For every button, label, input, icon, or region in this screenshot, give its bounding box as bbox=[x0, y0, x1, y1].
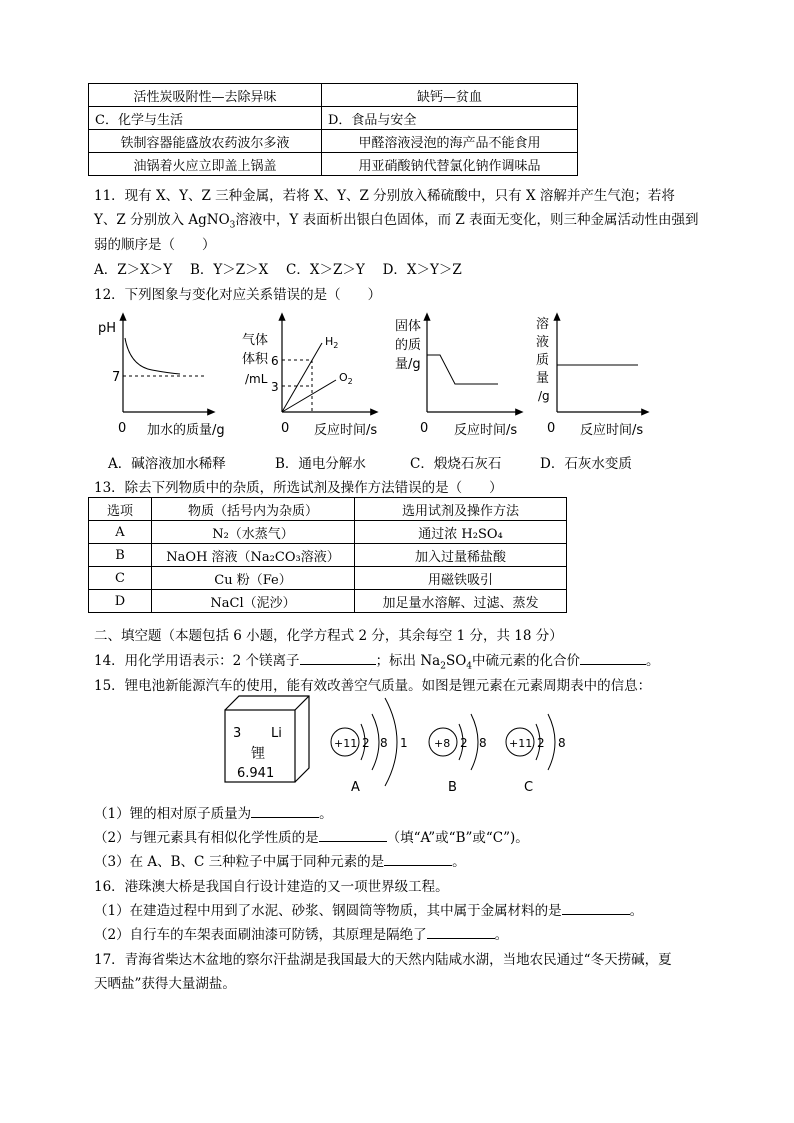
q15-s2-end: （填“A”或“B”或“C”)。 bbox=[386, 830, 529, 846]
graph-b-h2-sub: 2 bbox=[333, 341, 339, 350]
q15-s2 bbox=[94, 826, 529, 846]
graph-caption-d: D．石灰水变质 bbox=[540, 456, 632, 472]
particle-a-charge: +11 bbox=[334, 737, 358, 750]
graph-b-ylabel1: 气体 bbox=[242, 333, 269, 348]
table-header: 物质（括号内为杂质） bbox=[152, 498, 355, 521]
q16-s2-text: （2）自行车的车架表面刷油漆可防锈，其原理是隔绝了 bbox=[94, 927, 427, 943]
q16-s2-end: 。 bbox=[494, 927, 509, 943]
element-symbol: Li bbox=[271, 726, 282, 741]
table-row bbox=[89, 567, 567, 590]
table-cell: 用磁铁吸引 bbox=[355, 567, 567, 590]
q12-stem: 12．下列图象与变化对应关系错误的是（ ） bbox=[94, 287, 382, 303]
graph-d-ylabel2: 液 bbox=[536, 335, 550, 350]
q15-s3 bbox=[94, 850, 466, 870]
table-row bbox=[89, 521, 567, 544]
q11-line3: 弱的顺序是（ ） bbox=[94, 237, 216, 253]
graph-b-tick6: 6 bbox=[271, 354, 279, 368]
particle-a bbox=[331, 698, 408, 795]
graph-b-o2-label: O bbox=[339, 371, 348, 384]
graph-d-ylabel4: 量 bbox=[536, 371, 550, 386]
graph-a-curve bbox=[125, 338, 180, 374]
q15-figures bbox=[215, 690, 600, 800]
graph-b-ylabel2: 体积 bbox=[242, 352, 269, 367]
q16-s1-text: （1）在建造过程中用到了水泥、砂浆、钢圆筒等物质，其中属于金属材料的是 bbox=[94, 903, 562, 919]
q15-stem: 15．锂电池新能源汽车的使用，能有效改善空气质量。如图是锂元素在元素周期表中的信息： bbox=[94, 678, 652, 694]
element-name: 锂 bbox=[251, 746, 265, 762]
table-header: 选用试剂及操作方法 bbox=[355, 498, 567, 521]
table-cell: 活性炭吸附性—去除异味 bbox=[89, 84, 322, 107]
table-cell: 缺钙—贫血 bbox=[322, 84, 578, 107]
q14-a: 14．用化学用语表示：2 个镁离子 bbox=[94, 653, 300, 669]
element-number: 3 bbox=[233, 726, 242, 741]
q15-s1-text: （1）锂的相对原子质量为 bbox=[94, 806, 252, 822]
q15-blank-3[interactable] bbox=[384, 864, 452, 866]
particle-a-e3: 1 bbox=[400, 736, 408, 750]
graph-c-curve bbox=[427, 355, 498, 384]
graph-b-o2 bbox=[339, 371, 353, 386]
table-cell: 甲醛溶液浸泡的海产品不能食用 bbox=[322, 130, 578, 153]
q14-f: 中硫元素的化合价 bbox=[472, 653, 581, 669]
table-cell: NaOH 溶液（Na₂CO₃溶液） bbox=[152, 544, 355, 567]
graph-c bbox=[395, 316, 520, 438]
graph-b-h2-line bbox=[282, 343, 322, 412]
table-cell: 加入过量稀盐酸 bbox=[355, 544, 567, 567]
graph-b-xlabel: 反应时间/s bbox=[314, 423, 378, 438]
table-cell: NaCl（泥沙） bbox=[152, 590, 355, 613]
particle-c-shell-2 bbox=[548, 714, 555, 770]
q11-options: A．Z＞X＞Y B．Y＞Z＞X C．X＞Z＞Y D．X＞Y＞Z bbox=[94, 262, 462, 278]
q15-blank-2[interactable] bbox=[319, 840, 387, 842]
graph-caption-a: A．碱溶液加水稀释 bbox=[108, 456, 226, 472]
q11-line1: 11．现有 X、Y、Z 三种金属，若将 X、Y、Z 分别放入稀硫酸中，只有 X 溶解并产生气泡；若将 bbox=[94, 188, 675, 204]
table-cell: C．化学与生活 bbox=[89, 107, 322, 130]
section-2-heading: 二、填空题（本题包括 6 小题，化学方程式 2 分，其余每空 1 分，共 18 分） bbox=[94, 628, 563, 644]
graph-b-h2 bbox=[325, 335, 338, 350]
table-cell: C bbox=[89, 567, 152, 590]
graph-c-ylabel2: 的质 bbox=[395, 338, 422, 353]
particle-a-shell-2 bbox=[372, 714, 379, 770]
particle-c-label: C bbox=[524, 780, 534, 795]
q14-blank-1[interactable] bbox=[300, 663, 376, 665]
table-cell: Cu 粉（Fe） bbox=[152, 567, 355, 590]
particle-b bbox=[429, 714, 487, 795]
graph-a-origin: 0 bbox=[118, 421, 127, 436]
q15-s3-end: 。 bbox=[452, 854, 466, 870]
q16-s1-end: 。 bbox=[629, 903, 644, 919]
element-mass: 6.941 bbox=[237, 766, 275, 781]
table-cell: N₂（水蒸气） bbox=[152, 521, 355, 544]
graph-d-xlabel: 反应时间/s bbox=[580, 423, 644, 438]
q16-stem: 16．港珠澳大桥是我国自行设计建造的又一项世界级工程。 bbox=[94, 879, 449, 895]
table-cell: 加足量水溶解、过滤、蒸发 bbox=[355, 590, 567, 613]
particle-c-e2: 8 bbox=[558, 736, 566, 750]
table-row bbox=[89, 544, 567, 567]
q16-s2 bbox=[94, 923, 508, 943]
q14-e: 4 bbox=[466, 661, 473, 672]
graph-c-origin: 0 bbox=[420, 421, 429, 436]
q15-s1-end: 。 bbox=[319, 806, 333, 822]
particle-b-label: B bbox=[448, 780, 457, 795]
particle-a-label: A bbox=[351, 780, 360, 795]
table-header: 选项 bbox=[89, 498, 152, 521]
graph-c-xlabel: 反应时间/s bbox=[454, 423, 518, 438]
graph-d-ylabel1: 溶 bbox=[536, 317, 550, 332]
q16-s1 bbox=[94, 899, 643, 919]
graph-b-origin: 0 bbox=[281, 421, 290, 436]
q14-b: ；标出 Na bbox=[375, 653, 441, 669]
q14-c: 2 bbox=[440, 661, 446, 672]
graph-caption-c: C．煅烧石灰石 bbox=[410, 456, 502, 472]
table-cell: D bbox=[89, 590, 152, 613]
table-cell: 铁制容器能盛放农药波尔多液 bbox=[89, 130, 322, 153]
particle-b-charge: +8 bbox=[434, 737, 451, 750]
graph-d-ylabel5: /g bbox=[538, 389, 550, 403]
particle-b-e2: 8 bbox=[479, 736, 487, 750]
q17-line1: 17．青海省柴达木盆地的察尔汗盐湖是我国最大的天然内陆咸水湖，当地农民通过“冬天捞碱，夏 bbox=[94, 952, 672, 968]
graph-a-ref: 7 bbox=[112, 370, 121, 385]
particle-c-charge: +11 bbox=[509, 737, 533, 750]
table-cell: 油锅着火应立即盖上锅盖 bbox=[89, 153, 322, 176]
particle-c bbox=[506, 714, 566, 795]
top-table bbox=[88, 83, 578, 176]
graph-c-ylabel1: 固体 bbox=[395, 319, 422, 334]
q12-graphs bbox=[90, 310, 690, 445]
q14-g: 。 bbox=[646, 653, 660, 669]
particle-b-shell-2 bbox=[471, 714, 478, 770]
particle-a-e1: 2 bbox=[362, 736, 370, 750]
q13-stem: 13．除去下列物质中的杂质，所选试剂及操作方法错误的是（ ） bbox=[94, 480, 503, 496]
q11-sub: 3 bbox=[229, 220, 236, 231]
q15-s2-text: （2）与锂元素具有相似化学性质的是 bbox=[94, 830, 319, 846]
element-cell bbox=[225, 696, 309, 782]
q11-line2 bbox=[94, 208, 699, 231]
graph-c-ylabel3: 量/g bbox=[395, 357, 421, 372]
graph-d bbox=[536, 316, 646, 438]
table-cell: D．食品与安全 bbox=[322, 107, 578, 130]
q15-s3-text: （3）在 A、B、C 三种粒子中属于同种元素的是 bbox=[94, 854, 385, 870]
table-cell: B bbox=[89, 544, 152, 567]
graph-caption-b: B．通电分解水 bbox=[275, 456, 366, 472]
graph-a bbox=[98, 316, 225, 438]
graph-a-ylabel: pH bbox=[98, 321, 117, 336]
table-row bbox=[89, 590, 567, 613]
q11-line2a: Y、Z 分别放入 AgNO bbox=[94, 212, 230, 228]
graph-b-h2-label: H bbox=[325, 335, 334, 348]
q15-s1 bbox=[94, 802, 333, 822]
table-cell: 通过浓 H₂SO₄ bbox=[355, 521, 567, 544]
table-cell: A bbox=[89, 521, 152, 544]
q17-line2: 天晒盐”获得大量湖盐。 bbox=[94, 976, 236, 992]
q16-blank-2[interactable] bbox=[427, 937, 495, 939]
particle-b-e1: 2 bbox=[460, 736, 468, 750]
q16-blank-1[interactable] bbox=[562, 913, 630, 915]
graph-b-o2-sub: 2 bbox=[347, 377, 353, 386]
q15-blank-1[interactable] bbox=[251, 816, 319, 818]
element-cell-edge bbox=[295, 696, 309, 710]
q14-d: SO bbox=[445, 653, 467, 669]
graph-b-o2-line bbox=[282, 380, 336, 412]
graph-d-ylabel3: 质 bbox=[536, 353, 550, 368]
particle-a-e2: 8 bbox=[380, 736, 388, 750]
graph-a-xlabel: 加水的质量/g bbox=[147, 423, 225, 438]
graph-b bbox=[242, 316, 377, 438]
q13-table bbox=[88, 497, 567, 613]
table-cell: 用亚硝酸钠代替氯化钠作调味品 bbox=[322, 153, 578, 176]
q14 bbox=[94, 649, 660, 672]
q11-line2c: 溶液中，Y 表面析出银白色固体，而 Z 表面无变化，则三种金属活动性由强到 bbox=[235, 212, 699, 228]
graph-d-origin: 0 bbox=[547, 421, 556, 436]
graph-b-ylabel3: /mL bbox=[245, 372, 268, 386]
q14-blank-2[interactable] bbox=[580, 663, 646, 665]
particle-c-e1: 2 bbox=[537, 736, 545, 750]
graph-b-tick3: 3 bbox=[271, 380, 279, 394]
